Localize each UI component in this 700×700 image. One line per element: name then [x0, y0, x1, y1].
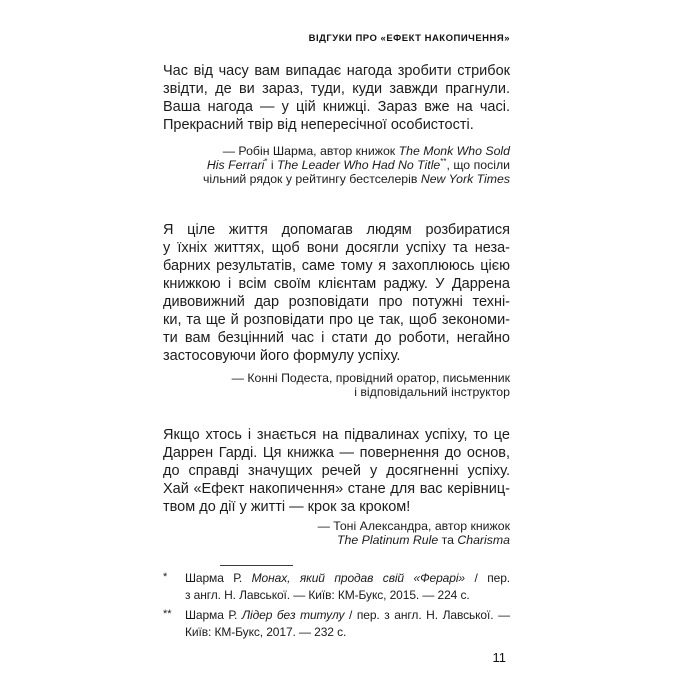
paragraph-line: ки, та ще й розповідати про це так, щоб зекономи- [163, 312, 510, 328]
paragraph-line: ти вам безцінний час і стати до роботи, негайно [163, 330, 510, 346]
footnote-line [185, 570, 510, 587]
text-segment: і [267, 158, 278, 172]
text-segment: The Monk Who Sold [398, 144, 510, 158]
paragraph-line: Хай «Ефект накопичення» стане для вас керівниц- [163, 481, 510, 497]
attribution-line [163, 385, 510, 399]
footnote-separator [220, 565, 293, 566]
paragraph-line: Прекрасний твір від непересічної особистості. [163, 117, 474, 133]
text-segment: Шарма Р. [185, 571, 252, 585]
paragraph-line: застосовуючи його формулу успіху. [163, 348, 401, 364]
text-segment: чільний рядок у рейтингу бестселерів [203, 172, 421, 186]
footnotes [163, 570, 510, 644]
review-paragraph [163, 221, 510, 365]
footnote-line [185, 624, 510, 641]
paragraph-line: барних результатів, саме тому я захоплююсь цією [163, 258, 510, 274]
text-segment: / пер. [464, 571, 510, 585]
attribution-line [163, 371, 510, 385]
footnote-text [185, 570, 510, 604]
text-segment: Монах, який продав свій «Ферарі» [251, 571, 465, 585]
page-number: 11 [492, 650, 506, 665]
paragraph-line: Час від часу вам випадає нагода зробити стрибок [163, 63, 510, 79]
attribution-line [163, 533, 510, 547]
attribution-line [163, 144, 510, 158]
review-block [163, 62, 510, 186]
text-segment: Київ: КМ-Букс, 2017. — 232 с. [185, 625, 347, 639]
review-paragraph [163, 426, 510, 516]
text-segment: і відповідальний інструктор [354, 385, 510, 399]
footnote-line [185, 607, 510, 624]
text-column [163, 0, 510, 700]
paragraph-line: у їхніх життях, щоб вони досягли успіху та неза- [163, 240, 510, 256]
text-segment: — Робін Шарма, автор книжок [222, 144, 399, 158]
footnote [163, 570, 510, 604]
review-paragraph [163, 62, 510, 134]
footnote [163, 607, 510, 641]
text-segment: Лідер без титулу [241, 608, 345, 622]
text-segment: The Leader Who Had No Title [277, 158, 441, 172]
text-segment: з англ. Н. Лавської. — Київ: КМ-Букс, 2015. — 224 с. [185, 588, 470, 602]
footnote-marker: * [163, 571, 168, 583]
text-segment: , що посіли [446, 158, 510, 172]
paragraph-line: книжкою і всім своїм клієнтам раджу. У Даррена [163, 276, 510, 292]
text-segment: Шарма Р. [185, 608, 242, 622]
paragraph-line: дивовижний дар розповідати про потужні техні- [163, 294, 510, 310]
text-segment: та [438, 533, 458, 547]
footnote-marker: ** [163, 608, 172, 620]
running-head: ВІДГУКИ ПРО «ЕФЕКТ НАКОПИЧЕННЯ» [308, 33, 510, 44]
attribution-line [163, 172, 510, 186]
paragraph-line: до справді значущих речей у досягненні успіху. [163, 463, 510, 479]
review-attribution [163, 371, 510, 399]
attribution-line [163, 158, 510, 172]
review-block [163, 426, 510, 547]
paragraph-line: твом до дії у житті — крок за кроком! [163, 499, 411, 515]
footnote-ref-marker: ** [440, 156, 447, 166]
paragraph-line: звідти, де ви зараз, туди, куди завжди прагнули. [163, 81, 510, 97]
footnote-line [185, 587, 510, 604]
text-segment: New York Times [420, 172, 510, 186]
text-segment: Charisma [457, 533, 510, 547]
review-attribution [163, 144, 510, 186]
text-segment: His Ferrari [206, 158, 265, 172]
paragraph-line: Якщо хтось і знається на підвалинах успіху, то це [163, 427, 510, 443]
footnote-ref-marker: * [264, 156, 268, 166]
paragraph-line: Даррен Гарді. Ця книжка — повернення до основ, [163, 445, 510, 461]
text-segment: — Тоні Александра, автор книжок [317, 519, 510, 533]
review-block [163, 221, 510, 399]
footnote-text [185, 607, 510, 641]
attribution-line [163, 519, 510, 533]
text-segment: The Platinum Rule [337, 533, 439, 547]
paragraph-line: Я ціле життя допомагав людям розбиратися [163, 222, 510, 238]
text-segment: / пер. з англ. Н. Лавської. — [344, 608, 510, 622]
paragraph-line: Ваша нагода — у цій книжці. Зараз вже на часі. [163, 99, 510, 115]
review-attribution [163, 519, 510, 547]
text-segment: — Конні Подеста, провідний оратор, письменник [231, 371, 510, 385]
